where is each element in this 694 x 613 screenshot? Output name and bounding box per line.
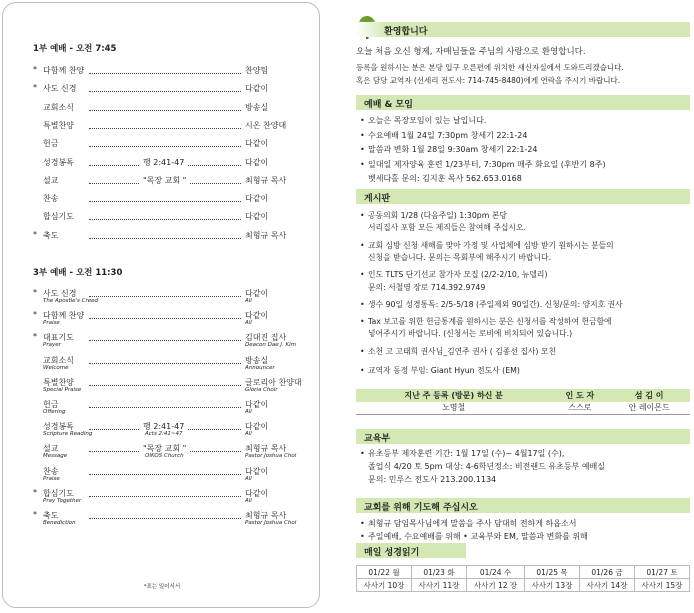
program-item-leader: 시온 찬양대 — [245, 120, 287, 130]
program-item-label: 헌금 — [43, 400, 59, 409]
program-item-english: Benediction — [43, 520, 76, 526]
list-item-text: 유초등부 제자훈련 기간: 1월 17일 (수)~ 4월17일 (수), — [368, 449, 565, 458]
program-item-label: 사도 신경 — [43, 84, 77, 94]
program-item-leader: 다같이 — [245, 488, 269, 498]
program-row — [33, 488, 303, 502]
volunteer-value: 노명철 — [356, 402, 551, 414]
program-item-leader-english: Deacon Dae J. Kim — [245, 342, 296, 349]
list-item — [360, 328, 572, 340]
volunteer-value: 안 레이몬드 — [608, 402, 690, 414]
reading-day: 01/25 목 — [525, 566, 580, 579]
list-item — [360, 130, 527, 142]
list-item-text: 일대일 제자양육 훈련 1/23부터, 7:30pm 매주 화요일 (후반기 8주) — [368, 159, 606, 169]
list-item — [360, 240, 614, 252]
program-item-leader: 다같이 — [245, 194, 269, 204]
program-row — [33, 120, 303, 134]
list-item — [360, 269, 548, 281]
program-row — [33, 193, 303, 207]
reading-day: 01/22 월 — [357, 566, 412, 579]
list-item-text: 문의: 민루스 전도사 213.200.1134 — [368, 475, 497, 484]
list-item-text: 수요예배 1월 24일 7:30pm 창세기 22:1-24 — [368, 130, 528, 140]
list-item-text: 넣어주시기 바랍니다. (신청서는 로비에 비치되어 있습니다.) — [368, 329, 573, 338]
program-item-leader: 다같이 — [245, 289, 269, 298]
program-item-leader: 최형규 목사 — [245, 444, 287, 454]
list-item-text: 문의: 서철영 장로 714.392.9749 — [368, 283, 486, 292]
program-item-leader: 방송실 — [245, 102, 269, 112]
program-row — [33, 466, 303, 480]
reading-chapter: 사사기 15장 — [634, 579, 689, 592]
program-item-leader-english: Announcer — [245, 364, 275, 371]
reading-day: 01/26 금 — [580, 566, 635, 579]
list-item-text: 오늘은 목장모임이 있는 날입니다. — [368, 116, 487, 125]
program-item-leader: 방송실 — [245, 355, 269, 365]
reading-chapter: 사사기 13장 — [525, 579, 580, 592]
program-item-leader: 다같이 — [245, 139, 269, 149]
stand-marker: * — [33, 310, 37, 320]
list-item — [360, 222, 526, 234]
dot-leader — [89, 407, 241, 408]
volunteer-header: 인 도 자 — [551, 389, 608, 402]
stand-marker: * — [33, 229, 37, 239]
bullet: • — [360, 145, 365, 154]
list-item-text: 주일예배, 수요예배를 위해 • 교육부와 EM, 말씀과 변화를 위해 — [368, 532, 588, 541]
list-item-text: 서리집사 포함 모든 제직들은 참여해 주십시오. — [368, 223, 526, 232]
program-item-label: 대표기도 — [43, 333, 74, 343]
list-item-text: 교역자 동정 부임: Giant Hyun 전도사 (EM) — [368, 366, 520, 375]
list-item — [360, 159, 606, 171]
program-item-english: Pray Together — [43, 497, 82, 504]
bullet: • — [360, 130, 365, 140]
stand-marker: * — [33, 510, 37, 519]
bullet: • — [360, 116, 365, 125]
dot-leader — [89, 340, 241, 341]
volunteer-table — [356, 389, 690, 415]
program-item-english: The Apostle's Creed — [43, 298, 99, 304]
program-row — [33, 65, 303, 79]
reading-chapter: 사사기 12 장 — [466, 579, 524, 592]
program-row — [33, 138, 303, 152]
service3-title: 3부 예배 - 오전 11:30 — [33, 268, 123, 278]
program-item-label: 설교 — [43, 175, 59, 185]
list-item-text: Tax 보고를 위한 헌금통계를 원하시는 분은 신청서를 작성하여 헌금함에 — [368, 317, 612, 326]
dot-leader — [89, 146, 241, 147]
list-item — [360, 252, 551, 264]
reading-chapter: 사사기 11장 — [411, 579, 466, 592]
program-item-leader-english: Gloria Choir — [245, 386, 278, 393]
program-item-english: Special Praise — [43, 386, 82, 393]
bullet: • — [360, 317, 365, 326]
stand-marker: * — [33, 487, 37, 497]
program-item-detail: 행 2:41-47 — [140, 157, 187, 168]
program-item-label: 다함께 찬양 — [43, 311, 85, 321]
volunteer-header: 지난 주 등록 (방문) 하신 분 — [356, 389, 551, 402]
reading-day: 01/27 토 — [634, 566, 689, 579]
program-item-detail-english: OIKOS Church — [145, 453, 184, 460]
program-item-leader-english: All — [245, 497, 252, 504]
stand-marker: * — [33, 83, 37, 93]
program-item-leader: 최형규 목사 — [245, 230, 287, 240]
program-item-leader: 다같이 — [245, 422, 269, 432]
list-item-text: 교회 심방 신청 새해를 맞아 가정 및 사업체에 심방 받기 원하시는 분들의 — [368, 241, 614, 250]
program-row — [33, 355, 303, 369]
program-item-label: 합심기도 — [43, 488, 74, 498]
program-item-leader: 최형규 목사 — [245, 511, 287, 520]
list-item — [360, 299, 623, 311]
program-item-label: 사도 신경 — [43, 289, 77, 298]
program-row — [33, 175, 303, 189]
program-item-english: Prayer — [43, 342, 61, 349]
bullet: • — [360, 519, 365, 528]
reading-table — [356, 565, 690, 592]
list-item — [360, 531, 588, 543]
program-row — [33, 288, 303, 302]
bullet: • — [360, 532, 365, 541]
reading-header: 매일 성경읽기 — [356, 543, 466, 558]
footnote: *표는 일어서서 — [143, 584, 181, 590]
program-item-english: Offering — [43, 409, 66, 415]
dot-leader — [89, 238, 241, 239]
prayer-header: 교회를 위해 기도해 주십시오 — [356, 498, 690, 513]
list-item — [360, 115, 486, 127]
volunteer-value: 스스로 — [551, 402, 608, 414]
program-row — [33, 83, 303, 97]
program-item-english: Praise — [43, 475, 60, 482]
list-item-text: 말씀과 변화 1월 28일 9:30am 창세기 22:1-24 — [368, 145, 538, 154]
program-row — [33, 421, 303, 438]
program-item-label: 합심기도 — [43, 212, 74, 222]
dot-leader — [89, 385, 241, 386]
list-item — [360, 474, 496, 486]
reading-chapter: 사사기 10장 — [357, 579, 412, 592]
program-item-leader: 다같이 — [245, 400, 269, 409]
program-row — [33, 332, 303, 349]
program-item-english: Scripture Reading — [43, 431, 93, 438]
bullet: • — [360, 347, 365, 356]
program-row — [33, 230, 303, 244]
list-item — [360, 316, 612, 328]
list-item-text: 벳세다홀 문의: 김지훈 목사 562.653.0168 — [368, 174, 522, 183]
program-item-leader-english: All — [245, 475, 252, 482]
list-item-text: 최형규 담임목사님에게 말씀을 주사 담대히 전하게 하옵소서 — [368, 519, 577, 528]
bullet: • — [360, 300, 365, 309]
stand-marker: * — [33, 288, 37, 297]
list-item-text: 인도 TLTS 단기선교 참가자 모집 (2/2-2/10, 뉴델리) — [368, 270, 548, 279]
program-row — [33, 102, 303, 116]
dot-leader — [89, 318, 241, 319]
program-row — [33, 157, 303, 171]
edu-header: 교육부 — [356, 429, 690, 444]
list-item-text: 소천 고 고태희 권사님_김연주 권사 ( 김종선 집사) 모친 — [368, 347, 556, 356]
program-item-english: Welcome — [43, 364, 69, 371]
program-item-leader: 다같이 — [245, 466, 269, 476]
dot-leader — [89, 128, 241, 129]
program-item-label: 성경봉독 — [43, 157, 74, 167]
program-item-english: Praise — [43, 320, 60, 327]
worship-header: 예배 & 모임 — [356, 95, 690, 110]
program-row — [33, 211, 303, 225]
program-item-leader: 찬양팀 — [245, 66, 269, 75]
order-of-worship-panel — [2, 2, 320, 608]
list-item-text: 졸업식 4/20 토 5pm 대상: 4-6학년정소: 비전랜드 유초등부 예배실 — [368, 462, 606, 471]
dot-leader — [89, 219, 241, 220]
program-row — [33, 443, 303, 460]
program-item-detail: "목장 교회 " — [140, 443, 189, 454]
bullet: • — [360, 270, 365, 279]
list-item-text: 신청을 받습니다. 문의는 목회부에 해주시기 바랍니다. — [368, 253, 552, 262]
program-item-detail: "목장 교회 " — [140, 175, 189, 186]
welcome-header: 환영합니다 — [356, 22, 690, 37]
program-item-leader-english: All — [245, 409, 252, 415]
welcome-line: 혹은 담당 교역자 (선세리 전도사: 714-745-8480)에게 연락을 주시기 바랍니다. — [356, 76, 621, 85]
dot-leader — [89, 201, 241, 202]
list-item — [360, 144, 538, 156]
bullet: • — [360, 159, 365, 169]
program-item-label: 찬송 — [43, 194, 59, 204]
dot-leader — [89, 91, 241, 92]
dot-leader — [89, 363, 241, 364]
program-item-detail-english: Acts 2:41~47 — [145, 431, 183, 438]
list-item — [360, 282, 485, 294]
program-item-leader-english: Pastor Joshua Choi — [245, 453, 297, 460]
stand-marker: * — [33, 332, 37, 342]
bullet: • — [360, 211, 365, 220]
list-item — [360, 518, 576, 530]
program-item-label: 교회소식 — [43, 355, 74, 365]
program-item-leader: 최형규 목사 — [245, 175, 287, 185]
program-item-label: 축도 — [43, 230, 59, 240]
bullet: • — [360, 366, 365, 375]
program-item-detail: 행 2:41-47 — [140, 421, 187, 432]
board-header: 게시판 — [356, 189, 690, 204]
bullet: • — [360, 449, 365, 458]
list-item — [360, 365, 520, 377]
program-item-label: 축도 — [43, 511, 59, 520]
program-item-english: Message — [43, 453, 68, 460]
program-row — [33, 510, 303, 524]
program-item-label: 특별찬양 — [43, 377, 74, 387]
list-item — [360, 461, 605, 473]
list-item — [360, 210, 507, 222]
welcome-line: 오늘 처음 오신 형제, 자매님들을 주님의 사랑으로 환영합니다. — [356, 47, 586, 57]
dot-leader — [89, 73, 241, 74]
reading-day: 01/24 수 — [466, 566, 524, 579]
welcome-line: 등록을 원하시는 분은 본당 입구 오른편에 위치한 새신자실에서 도와드리겠습니다. — [356, 63, 624, 72]
list-item — [360, 173, 522, 185]
dot-leader — [89, 296, 241, 297]
program-item-leader: 다같이 — [245, 212, 269, 222]
program-item-leader-english: All — [245, 298, 252, 304]
bullet: • — [360, 241, 365, 250]
program-item-leader-english: All — [245, 431, 252, 438]
program-item-leader: 다같이 — [245, 157, 269, 167]
dot-leader — [89, 110, 241, 111]
program-item-leader: 다같이 — [245, 84, 269, 94]
program-item-label: 특별찬양 — [43, 120, 74, 130]
program-item-label: 교회소식 — [43, 102, 74, 112]
service1-title: 1부 예배 - 오전 7:45 — [33, 44, 117, 54]
list-item-text: 생수 90일 성경통독: 2/5-5/18 (주일제외 90일간). 신청/문의: 양지호 권사 — [368, 300, 623, 309]
dot-leader — [89, 474, 241, 475]
list-item-text: 공동의회 1/28 (다음주일) 1:30pm 본당 — [368, 211, 507, 220]
program-row — [33, 310, 303, 327]
dot-leader — [89, 518, 241, 519]
program-row — [33, 399, 303, 413]
list-item — [360, 448, 564, 460]
list-item — [360, 346, 556, 358]
program-item-label: 성경봉독 — [43, 422, 74, 432]
program-item-leader: 김대진 집사 — [245, 333, 287, 343]
volunteer-header: 섬 김 이 — [608, 389, 690, 402]
program-item-leader-english: All — [245, 320, 252, 327]
program-item-leader-english: Pastor Joshua Choi — [245, 520, 297, 526]
stand-marker: * — [33, 65, 37, 74]
reading-chapter: 사사기 14장 — [580, 579, 635, 592]
dot-leader — [89, 496, 241, 497]
program-item-leader: 다같이 — [245, 311, 269, 321]
program-item-label: 다함께 찬양 — [43, 66, 85, 75]
program-item-label: 설교 — [43, 444, 59, 454]
program-item-label: 헌금 — [43, 139, 59, 149]
program-row — [33, 377, 303, 391]
program-item-label: 찬송 — [43, 466, 59, 476]
program-item-leader: 글로리아 찬양대 — [245, 377, 302, 387]
reading-day: 01/23 화 — [411, 566, 466, 579]
